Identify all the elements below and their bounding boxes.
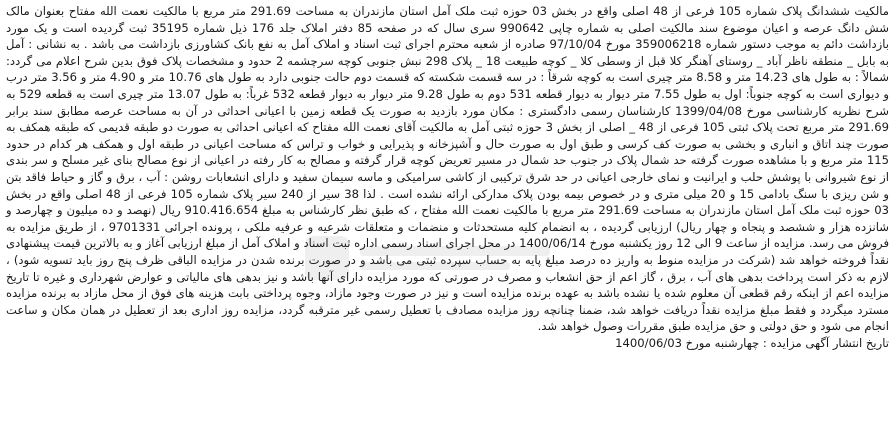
notice-body: مالکیت ششدانگ پلاک شماره 105 فرعی از 48 اصلی واقع در بخش 03 حوزه ثبت ملک آمل استان مازندران به مساحت 291.69 متر مربع با مالکیت نعمت الله مفتاح بعنوان مالک شش دانگ عرصه و اعیان موضوع سند مالکیت اصلی به شماره چاپی 990642 سری سال که در صفحه 85 دفتر املاک جلد 176 ذیل شماره 35195 ثبت گردیده است و یک مورد بازداشت دائم به موجب دستور شماره 359006218 مورخ 97/10/04 صادره از شعبه محترم اجرای ثبت اسناد و املاک آمل به نفع بانک کشاورزی بازداشت می باشد . به نشانی : آمل به بابل _ منطقه ناظر آباد _ روستای آهنگر کلا قبل از وسطی کلا _ کوچه طبیعت 18 _ پلاک 298 نبش جنوبی کوچه سرچشمه 2 حدود و مشخصات پلاک فوق بدین شرح اعلام می گردد: شمالاً : به طول های 14.23 متر و 8.58 متر چیری است به کوچه شرقاً : در سه قسمت شکسته که قسمت دوم حالت جنوبی دارد به طول های 10.76 متر و 4.90 متر و 3.56 متر درب و دیواری است به کوچه جنوباً: اول به طول 7.55 متر دیوار به دیوار قطعه 531 دوم به طول 9.28 متر دیوار به دیوار قطعه 532 غرباً: به طول 13.07 متر چیری است به قطعه 529 به شرح نظریه کارشناسی مورخ 1399/04/08 کارشناسان رسمی دادگستری : مکان مورد بازدید به صورت یک قطعه زمین با اعیانی احداثی در آن به مساحت عرصه مطابق سند برابر 291.69 متر مربع تحت پلاک ثبتی 105 فرعی از 48 _ اصلی از بخش 3 حوزه ثبتی آمل به مالکیت آقای نعمت الله مفتاح که اعیانی احداثی به صورت دو طبقه قدیمی که طبقه همکف به صورت چند اتاق و انباری و بخشی به صورت کف کرسی و طبق اول به صورت حال و آشپزخانه و پذیرایی و خواب و تراس که مساحت اعیانی در طبقه اول و همکف هر کدام در حدود 115 متر مربع و با مشاهده صورت گرفته حد شمال پلاک در جنوب حد شمال در مسیر تعریض کوچه قرار گرفته و مصالح به کار رفته در اعیانی از نوع مصالح بنای غیر مسلح و سر بندی از نوع شیروانی با پوشش حلب و ایرانیت و نمای خارجی اعیانی در حد شرق ترکیبی از کاشی سرامیکی و ماسه سیمان سفید و دارای انشعابات روشن : آب ، برق و گاز و حیاط فاقد بتن و شن ریزی با سنگ بادامی 15 و 20 میلی متری و در خصوص بیمه بودن پلاک مدارکی ارائه نشده است . لذا 38 سیر از 240 سیر پلاک شماره 105 فرعی از 48 اصلی واقع در بخش 03 حوزه ثبت ملک آمل استان مازندران به مساحت 291.69 متر مربع با مالکیت نعمت الله مفتاح ، که طبق نظر کارشناس به مبلغ 910.416.654 ریال (نهصد و ده میلیون و چهارصد و شانزده هزار و ششصد و پنجاه و چهار ریال) ارزیابی گردیده ، به انضمام کلیه مستحدثات و منضمات و متعلقات شرعیه و عرفیه ملکی ، پرونده اجرائی 9701331 ، از طریق مزایده به فروش می رسد. مزایده از ساعت 9 الی 12 روز یکشنبه مورخ 1400/06/14 در محل اجرای اسناد رسمی اداره ثبت اسناد و املاک آمل از مبلغ ارزیابی آغاز و به بالاترین قیمت پیشنهادی نقداً فروخته خواهد شد (شرکت در مزایده منوط به واریز ده درصد مبلغ پایه به حساب سپرده ثبتی می باشد و در صورت برنده شدن در مزایده الباقی ظرف پنج روز باید تسویه شود) ، لازم به ذکر است پرداخت بدهی های آب ، برق ، گاز اعم از حق انشعاب و مصرف در صورتی که مورد مزایده دارای آنها باشد و نیز بدهی های مالیاتی و عوارض شهرداری و غیره تا تاریخ مزایده اعم از اینکه رقم قطعی آن معلوم شده یا نشده باشد به عهده برنده مزایده است و نیز در صورت وجود مازاد، وجوه پرداختی بابت هزینه های فوق از محل مازاد به برنده مزایده مسترد میگردد و فقط مبلغ مزایده نقداً دریافت خواهد شد، ضمنا چنانچه روز مزایده مصادف با تعطیل رسمی غیر مترقبه گردد، مزایده روز اداری بعد از تعطیل در همان مکان و ساعت انجام می شود و حق دولتی و حق مزایده طبق مقررات وصول خواهد شد. (6, 4, 890, 334)
publish-date-line: تاریخ انتشار آگهی مزایده : چهارشنبه مورخ 1400/06/03 (615, 335, 889, 350)
